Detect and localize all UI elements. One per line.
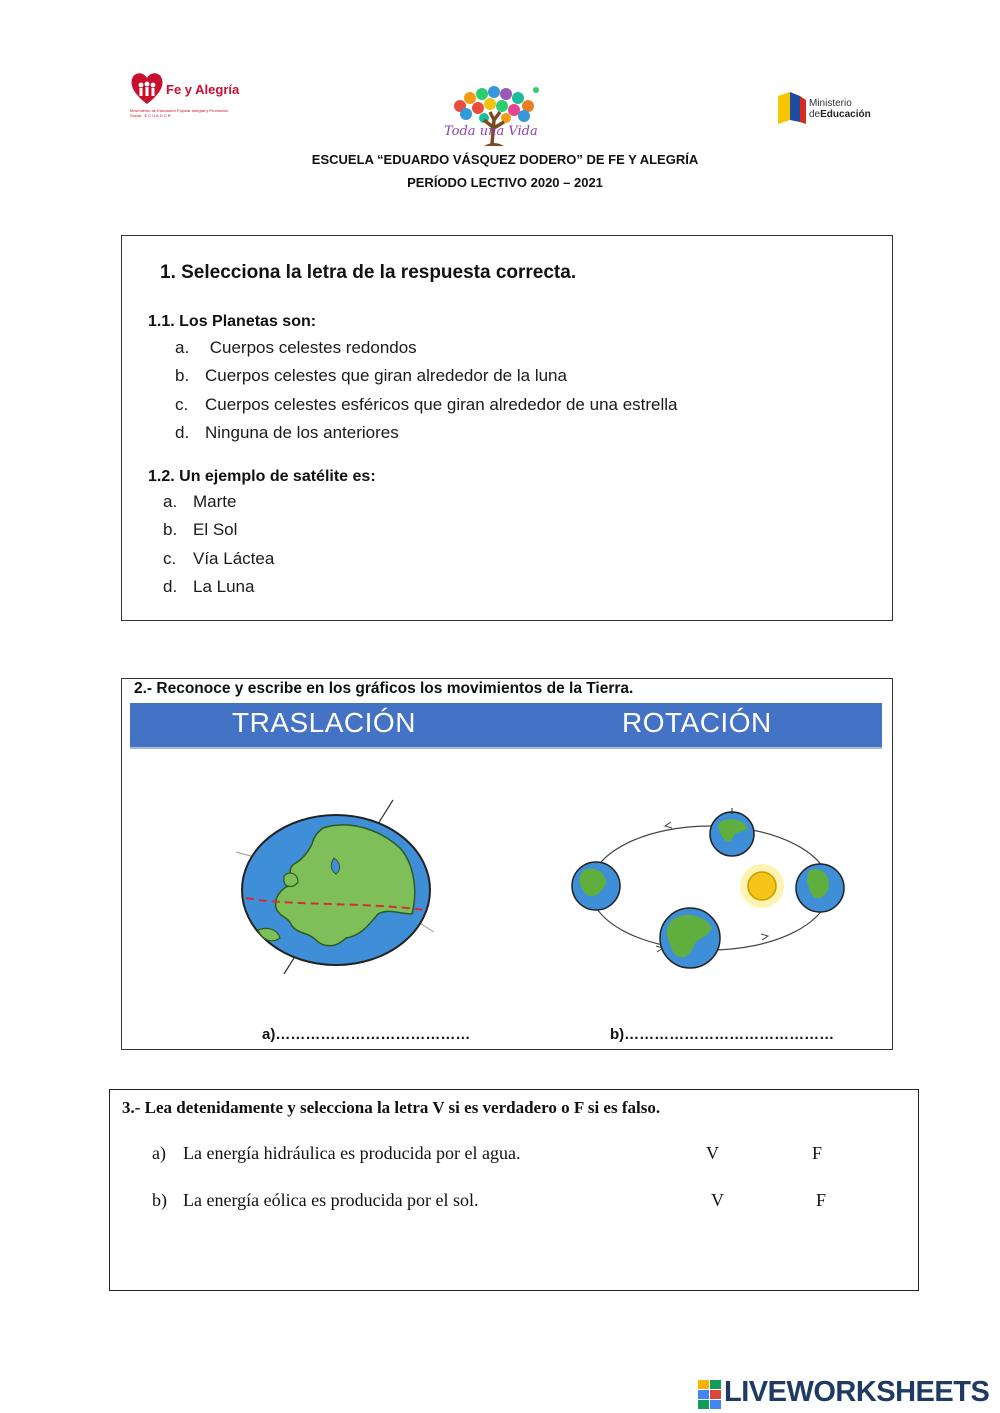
ministerio-line2: de [809,109,821,120]
fe-y-alegria-logo [128,70,238,122]
earth-orbit-image [566,800,856,980]
question-1-1-text: . Los Planetas son: [170,313,317,330]
option-1-1-b[interactable]: b. Cuerpos celestes que giran alrededor de la luna [175,366,567,385]
question-1-1-label [148,313,316,331]
fe-y-alegria-subtitle: Movimiento de Educación Popular Integral y Promoción Social · E C U A D O R [130,108,229,118]
statement-a-f[interactable]: F [812,1143,823,1163]
option-1-1-d[interactable]: d. Ninguna de los anteriores [175,423,399,442]
heart-icon [130,70,164,106]
statement-b-f[interactable]: F [816,1190,827,1210]
toda-una-vida-logo [440,84,550,150]
question-1-2-label: 1.2. Un ejemplo de satélite es: [148,468,376,485]
ministerio-line1: Ministerio [809,98,852,109]
option-1-1-c[interactable]: c. Cuerpos celestes esféricos que giran alrededor de una estrella [175,395,678,414]
option-1-1-a[interactable]: a. Cuerpos celestes redondos [175,338,417,357]
earth-icon [710,808,754,856]
word-rotacion[interactable]: ROTACIÓN [622,707,772,738]
fe-y-alegria-name: Fe y Alegría [166,82,240,97]
option-1-2-a[interactable]: a. Marte [163,492,237,511]
section-3-title: 3.- Lea detenidamente y selecciona la letra V si es verdadero o F si es falso. [122,1098,661,1117]
liveworksheets-icon [698,1380,722,1410]
statement-a-v[interactable]: V [706,1143,719,1163]
earth-icon [572,862,620,910]
option-1-2-b[interactable]: b. El Sol [163,520,238,539]
toda-una-vida-name: Toda una Vida [444,124,538,139]
word-traslacion[interactable]: TRASLACIÓN [232,707,416,738]
statement-a: a) La energía hidráulica es producida por el agua. [152,1143,521,1163]
earth-icon [796,864,844,912]
ecuador-flag-icon [776,92,808,128]
section-2-title: 2.- Reconoce y escribe en los gráficos los movimientos de la Tierra. [134,680,634,697]
earth-icon [660,908,720,968]
answer-blank-b[interactable]: b)…………………………………… [610,1026,835,1043]
option-1-2-c[interactable]: c. Vía Láctea [163,549,275,568]
sun-icon [740,864,784,908]
ministerio-line3: Educación [820,109,871,120]
statement-b-v[interactable]: V [711,1190,724,1210]
statement-b: b) La energía eólica es producida por el sol. [152,1190,479,1210]
option-1-2-d[interactable]: d. La Luna [163,577,255,596]
liveworksheets-logo [698,1376,998,1410]
tree-icon [440,84,550,150]
section-1-title: 1. Selecciona la letra de la respuesta correcta. [160,262,577,283]
question-1-1-number: 1.1 [148,313,171,330]
earth-rotation-image [228,798,438,978]
ministerio-educacion-logo [776,90,871,132]
liveworksheets-brand: LIVEWORKSHEETS [724,1376,990,1408]
answer-blank-a[interactable]: a)………………………………… [262,1026,471,1043]
school-name: ESCUELA “EDUARDO VÁSQUEZ DODERO” DE FE Y ALEGRÍA [311,152,699,167]
word-bank-bar [130,703,882,749]
school-period: PERÍODO LECTIVO 2020 – 2021 [407,175,603,190]
